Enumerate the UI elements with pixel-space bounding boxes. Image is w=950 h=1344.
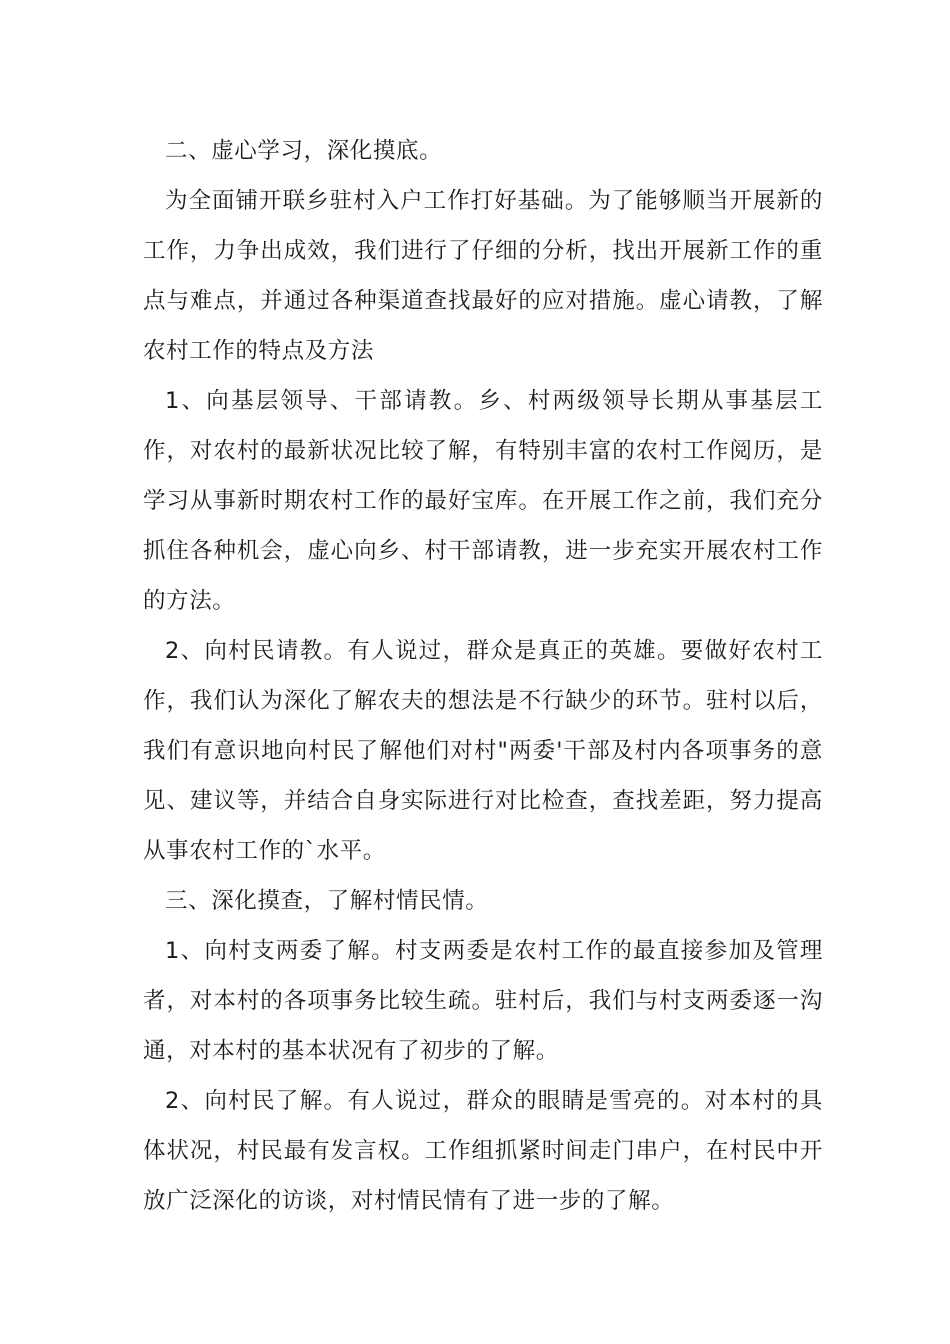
- intro-paragraph: 为全面铺开联乡驻村入户工作打好基础。为了能够顺当开展新的工作，力争出成效，我们进行了仔细的分析，找出开展新工作的重点与难点，并通过各种渠道查找最好的应对措施。虚心请教，了解农村工作的特点及方法: [143, 188, 823, 364]
- paragraph-village-committee: 1、向村支两委了解。村支两委是农村工作的最直接参加及管理者，对本村的各项事务比较生疏。驻村后，我们与村支两委逐一沟通，对本村的基本状况有了初步的了解。: [143, 938, 823, 1064]
- paragraph-villager-interviews: 2、向村民了解。有人说过，群众的眼睛是雪亮的。对本村的具体状况，村民最有发言权。工作组抓紧时间走门串户，在村民中开放广泛深化的访谈，对村情民情有了进一步的了解。: [143, 1088, 823, 1214]
- paragraph-consult-leaders: 1、向基层领导、干部请教。乡、村两级领导长期从事基层工作，对农村的最新状况比较了解，有特别丰富的农村工作阅历，是学习从事新时期农村工作的最好宝库。在开展工作之前，我们充分抓住各种机会，虚心向乡、村干部请教，进一步充实开展农村工作的方法。: [143, 388, 823, 614]
- section-heading-3: 三、深化摸查，了解村情民情。: [165, 888, 489, 914]
- section-heading-2: 二、虚心学习，深化摸底。: [165, 138, 443, 164]
- paragraph-consult-villagers: 2、向村民请教。有人说过，群众是真正的英雄。要做好农村工作，我们认为深化了解农夫的想法是不行缺少的环节。驻村以后，我们有意识地向村民了解他们对村"两委'干部及村内各项事务的意见、建议等，并结合自身实际进行对比检查，查找差距，努力提高从事农村工作的`水平。: [143, 638, 823, 864]
- document-body: [143, 126, 823, 1226]
